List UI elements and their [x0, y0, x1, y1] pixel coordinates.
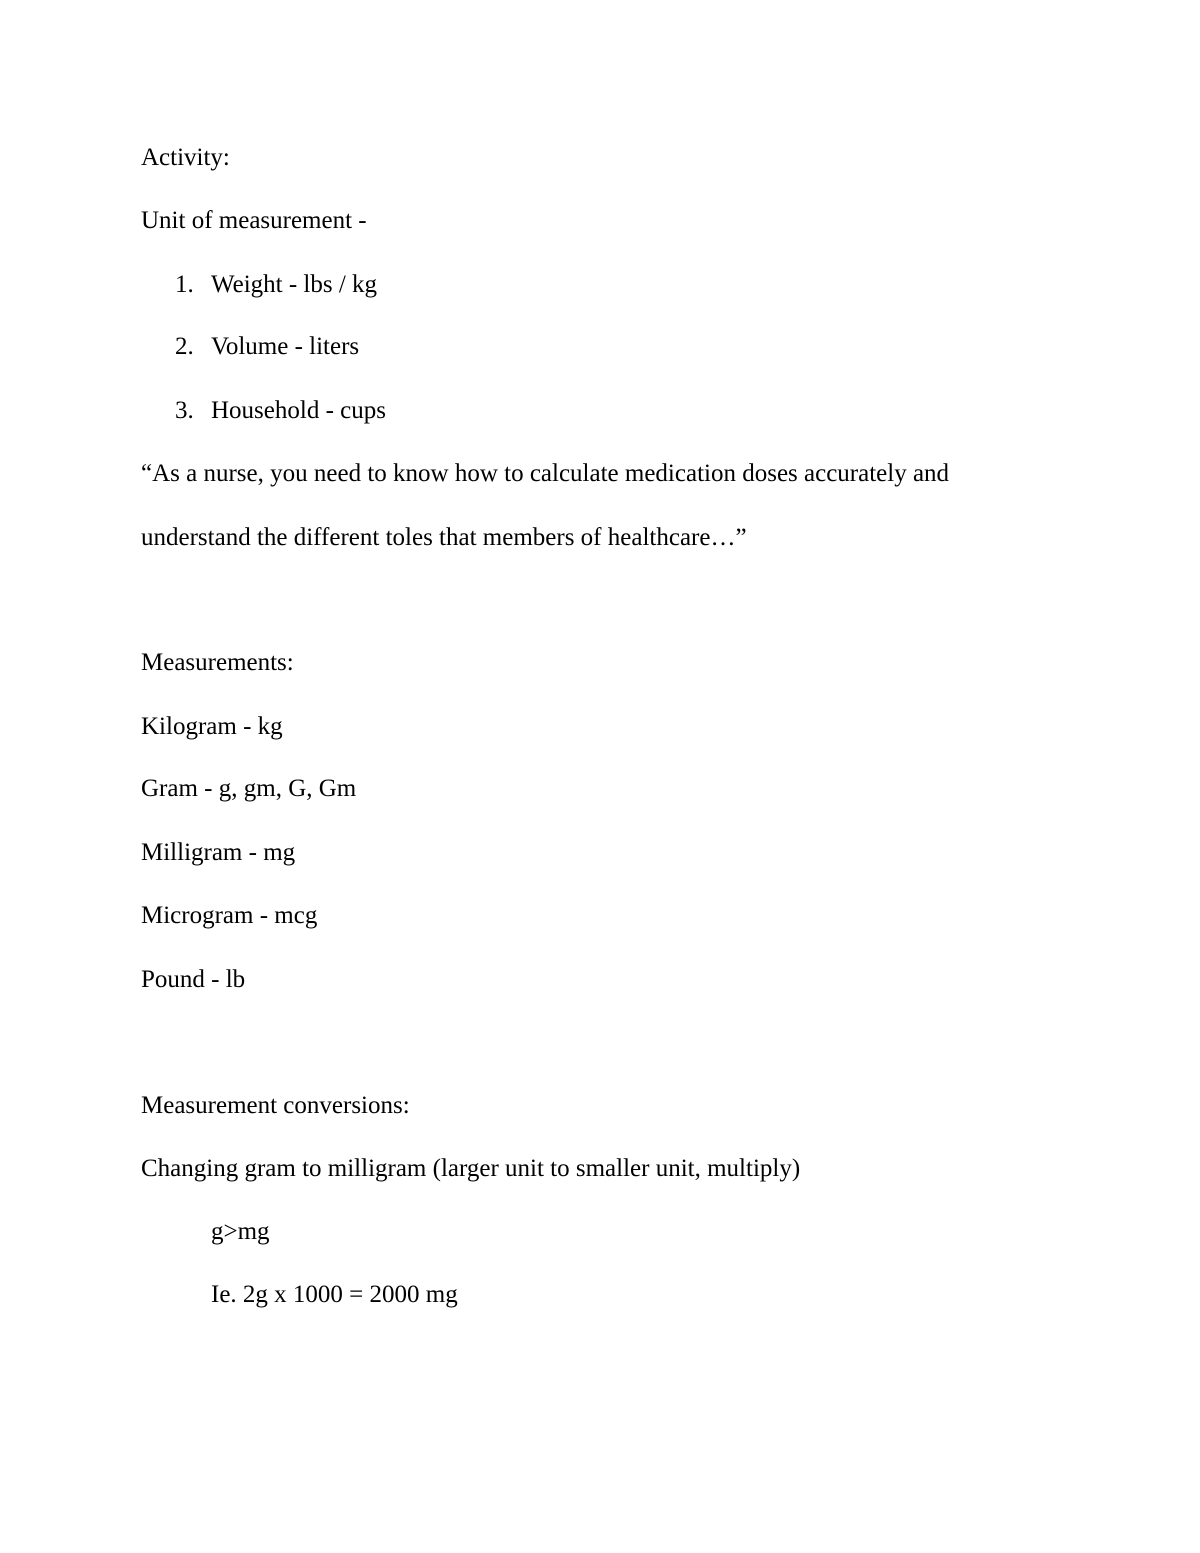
activity-heading: Activity:	[141, 144, 230, 171]
list-item-number: 3.	[175, 397, 194, 424]
quote-line-1: “As a nurse, you need to know how to calculate medication doses accurately and	[141, 460, 950, 487]
list-item-number: 2.	[175, 333, 194, 360]
measurement-item: Pound - lb	[141, 966, 246, 993]
measurement-item: Kilogram - kg	[141, 713, 283, 740]
conversions-heading: Measurement conversions:	[141, 1092, 410, 1119]
conversion-example: Ie. 2g x 1000 = 2000 mg	[211, 1281, 458, 1308]
list-item-text: Household - cups	[211, 397, 386, 424]
conversion-rule: Changing gram to milligram (larger unit to smaller unit, multiply)	[141, 1155, 801, 1182]
conversion-direction: g>mg	[211, 1218, 270, 1245]
measurement-item: Gram - g, gm, G, Gm	[141, 775, 357, 802]
list-item-text: Weight - lbs / kg	[211, 271, 378, 298]
units-heading: Unit of measurement -	[141, 207, 367, 234]
measurement-item: Milligram - mg	[141, 839, 296, 866]
list-item-text: Volume - liters	[211, 333, 360, 360]
measurement-item: Microgram - mcg	[141, 902, 318, 929]
list-item-number: 1.	[175, 271, 194, 298]
measurements-heading: Measurements:	[141, 649, 294, 676]
quote-line-2: understand the different toles that members of healthcare…”	[141, 524, 747, 551]
